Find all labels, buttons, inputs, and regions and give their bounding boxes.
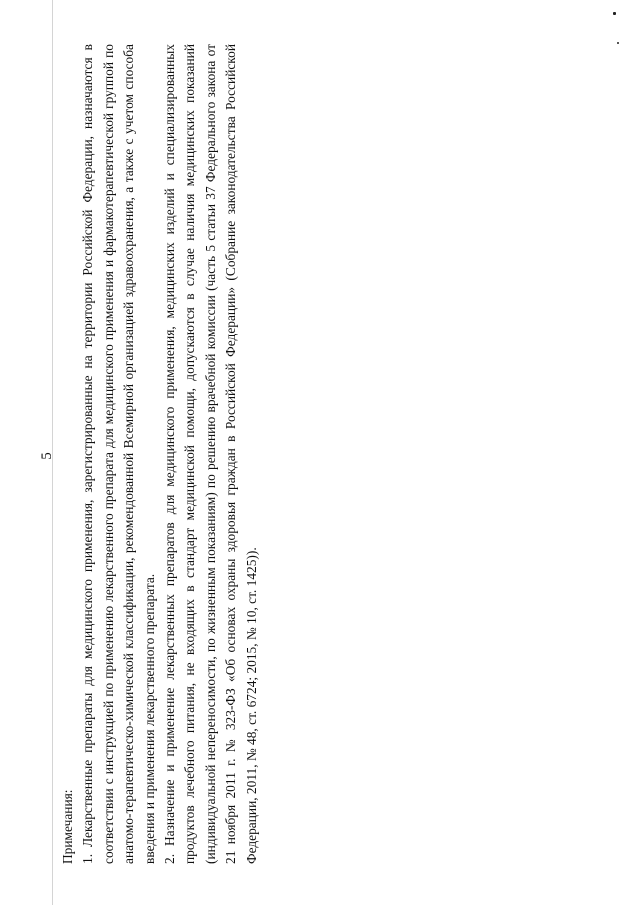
scan-speck [613,12,616,15]
note-paragraph-2: 2. Назначение и применение лекарственных препаратов для медицинского применения, медицинских изделий и специализированных продуктов лечебного питания, не входящих в стандарт медицинской помощи, допускаются в случае наличия медицинских показаний (индивидуальной непереносимости, по жизненным показаниям) по решению врачебной комиссии (часть 5 статьи 37 Федерального закона от 21 ноября 2011 г. № 323-ФЗ «Об основах охраны здоровья граждан в Российской Федерации» (Собрание законодательства Российской Федерации, 2011, № 48, ст. 6724; 2015, № 10, ст. 1425)). [162,44,259,864]
notes-heading: Примечания: [60,789,75,864]
page-number: 5 [39,452,55,460]
scan-speck [617,42,619,44]
notes-block [58,44,262,864]
rotated-page [39,0,259,900]
note-paragraph-1: 1. Лекарственные препараты для медицинского применения, зарегистрированные на территории Российской Федерации, назначаются в соответствии с инструкцией по применению лекарственного препарата для медицинского применения и фармакотерапевтической группой по анатомо-терапевтическо-химической классификации, рекомендованной Всемирной организацией здравоохранения, а также с учетом способа введения и применения лекарственного препарата. [80,44,157,864]
